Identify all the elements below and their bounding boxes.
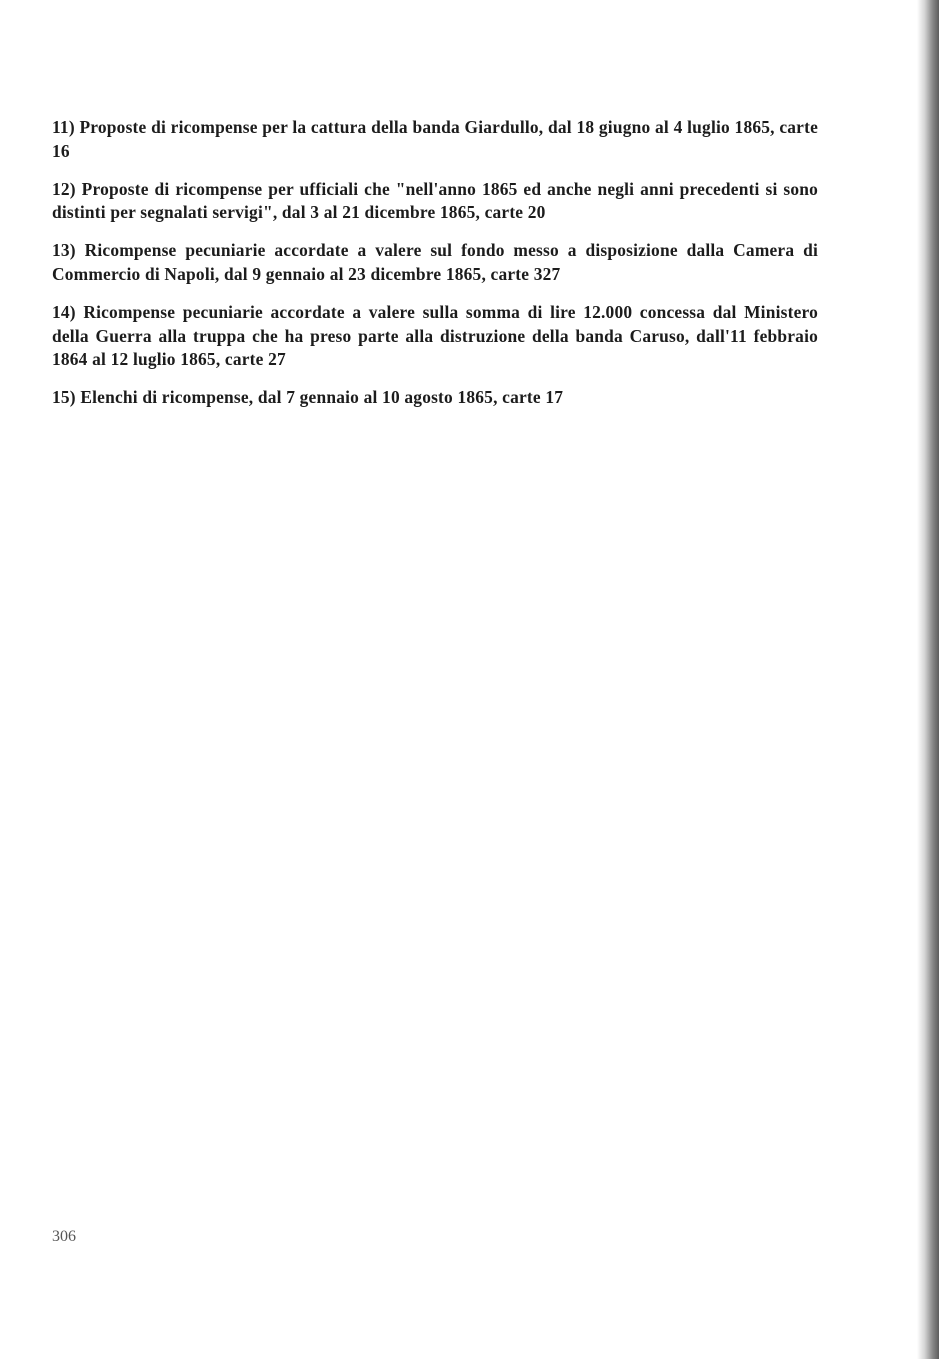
entry-13: 13) Ricompense pecuniarie accordate a valere sul fondo messo a disposizione dalla Camera di Commercio di Napoli, dal 9 gennaio al 23 dicembre 1865, carte 327 bbox=[52, 240, 818, 284]
entry-14: 14) Ricompense pecuniarie accordate a valere sulla somma di lire 12.000 concessa dal Ministero della Guerra alla truppa che ha preso parte alla distruzione della banda Caruso, dall'11 febbraio 1864 al 12 luglio 1865, carte 27 bbox=[52, 301, 818, 370]
entry-11: 11) Proposte di ricompense per la cattura della banda Giardullo, dal 18 giugno al 4 luglio 1865, carte 16 bbox=[52, 117, 818, 161]
page-gutter-shadow bbox=[917, 0, 939, 1359]
entry-15: 15) Elenchi di ricompense, dal 7 gennaio al 10 agosto 1865, carte 17 bbox=[52, 387, 564, 408]
entry-12: 12) Proposte di ricompense per ufficiali che "nell'anno 1865 ed anche negli anni precedenti si sono distinti per segnalati servigi", dal 3 al 21 dicembre 1865, carte 20 bbox=[52, 178, 818, 223]
page-number: 306 bbox=[52, 1228, 76, 1245]
entry-list bbox=[52, 116, 818, 424]
